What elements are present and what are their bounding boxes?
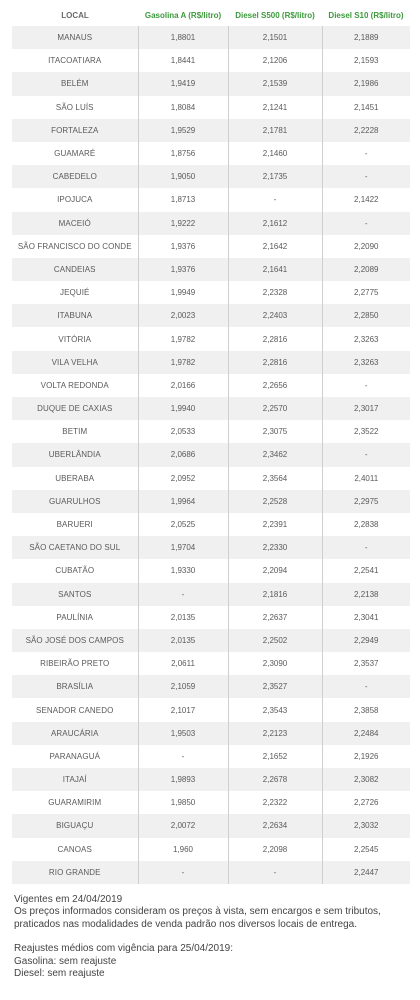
diesel-s10-cell: 2,1593 [322,49,410,72]
table-row [12,629,410,652]
gasolina-a-cell: 1,8801 [138,26,228,49]
diesel-s500-cell: 2,2816 [228,351,322,374]
diesel-s10-cell: 2,2949 [322,629,410,652]
gasolina-a-cell: 1,9330 [138,559,228,582]
table-row [12,281,410,304]
gasolina-a-cell: 1,9782 [138,351,228,374]
pricing-disclaimer: Os preços informados consideram os preços à vista, sem encargos e sem tributos, praticados nas modalidades de venda padrão nos diversos locais de entrega. [14,906,381,930]
diesel-s10-cell: 2,1451 [322,96,410,119]
diesel-s10-cell: 2,1986 [322,72,410,95]
diesel-s10-cell: 2,2545 [322,838,410,861]
diesel-s500-cell: 2,1641 [228,258,322,281]
diesel-s500-cell: 2,2403 [228,304,322,327]
table-row [12,559,410,582]
table-row [12,467,410,490]
table-row [12,351,410,374]
location-cell: IPOJUCA [12,188,138,211]
table-row [12,443,410,466]
table-row [12,652,410,675]
location-cell: ARAUCÁRIA [12,722,138,745]
diesel-adjustment: Diesel: sem reajuste [14,968,105,980]
gasolina-a-cell: 2,0023 [138,304,228,327]
diesel-s500-cell: 2,2570 [228,397,322,420]
table-row [12,374,410,397]
diesel-s500-cell: 2,2328 [228,281,322,304]
table-row [12,490,410,513]
gasolina-a-cell: 1,8756 [138,142,228,165]
diesel-s500-cell: 2,2678 [228,768,322,791]
diesel-s10-cell: - [322,675,410,698]
table-row [12,119,410,142]
location-cell: CANDEIAS [12,258,138,281]
diesel-s10-cell: 2,2447 [322,861,410,884]
table-row [12,698,410,721]
diesel-s500-cell: 2,1539 [228,72,322,95]
diesel-s10-cell: 2,1889 [322,26,410,49]
gasolina-a-cell: 1,9503 [138,722,228,745]
diesel-s500-cell: 2,1612 [228,212,322,235]
header-diesel-s10: Diesel S10 (R$/litro) [328,11,404,20]
diesel-s500-cell: 2,1642 [228,235,322,258]
diesel-s500-cell: 2,2123 [228,722,322,745]
diesel-s500-cell: 2,3543 [228,698,322,721]
diesel-s10-cell: - [322,142,410,165]
location-cell: PARANAGUÁ [12,745,138,768]
location-cell: SÃO LUÍS [12,96,138,119]
gasoline-adjustment: Gasolina: sem reajuste [14,955,117,967]
gasolina-a-cell: 1,9050 [138,165,228,188]
table-row [12,745,410,768]
diesel-s10-cell: 2,3041 [322,606,410,629]
gasolina-a-cell: 2,0135 [138,606,228,629]
location-cell: CUBATÃO [12,559,138,582]
diesel-s500-cell: 2,2528 [228,490,322,513]
diesel-s10-cell: 2,3263 [322,351,410,374]
table-row [12,791,410,814]
table-row [12,165,410,188]
gasolina-a-cell: - [138,745,228,768]
validity-date-note: Vigentes em 24/04/2019 [14,893,123,905]
gasolina-a-cell: 2,0686 [138,443,228,466]
diesel-s10-cell: 2,2850 [322,304,410,327]
table-row [12,142,410,165]
gasolina-a-cell: 1,9704 [138,536,228,559]
diesel-s10-cell: 2,1926 [322,745,410,768]
adjustment-heading: Reajustes médios com vigência para 25/04/2019: [14,943,234,955]
diesel-s500-cell: - [228,188,322,211]
location-cell: SENADOR CANEDO [12,698,138,721]
location-cell: GUARULHOS [12,490,138,513]
table-row [12,536,410,559]
table-header-row [12,5,410,26]
table-row [12,304,410,327]
location-cell: VOLTA REDONDA [12,374,138,397]
gasolina-a-cell: - [138,861,228,884]
location-cell: GUAMARÉ [12,142,138,165]
diesel-s500-cell: 2,2634 [228,814,322,837]
gasolina-a-cell: 1,9376 [138,235,228,258]
diesel-s10-cell: - [322,443,410,466]
diesel-s500-cell: 2,2330 [228,536,322,559]
table-row [12,235,410,258]
location-cell: DUQUE DE CAXIAS [12,397,138,420]
gasolina-a-cell: 2,1017 [138,698,228,721]
notes-section [12,894,410,981]
location-cell: MANAUS [12,26,138,49]
table-row [12,838,410,861]
diesel-s10-cell: 2,2228 [322,119,410,142]
diesel-s10-cell: - [322,374,410,397]
location-cell: UBERABA [12,467,138,490]
location-cell: BETIM [12,420,138,443]
diesel-s10-cell: 2,2775 [322,281,410,304]
table-row [12,675,410,698]
diesel-s10-cell: - [322,165,410,188]
diesel-s10-cell: 2,3017 [322,397,410,420]
table-row [12,327,410,350]
location-cell: BARUERI [12,513,138,536]
table-row [12,513,410,536]
header-local: LOCAL [61,11,89,20]
location-cell: VILA VELHA [12,351,138,374]
gasolina-a-cell: 2,0952 [138,467,228,490]
diesel-s10-cell: 2,2975 [322,490,410,513]
table-row [12,606,410,629]
gasolina-a-cell: 1,9376 [138,258,228,281]
location-cell: RIO GRANDE [12,861,138,884]
diesel-s500-cell: 2,2322 [228,791,322,814]
diesel-s500-cell: 2,1501 [228,26,322,49]
diesel-s10-cell: 2,3522 [322,420,410,443]
gasolina-a-cell: 1,9419 [138,72,228,95]
location-cell: RIBEIRÃO PRETO [12,652,138,675]
table-row [12,26,410,49]
diesel-s10-cell: - [322,536,410,559]
diesel-s10-cell: 2,2838 [322,513,410,536]
location-cell: SANTOS [12,583,138,606]
location-cell: JEQUIÉ [12,281,138,304]
table-row [12,188,410,211]
diesel-s500-cell: 2,1460 [228,142,322,165]
location-cell: SÃO FRANCISCO DO CONDE [12,235,138,258]
diesel-s500-cell: 2,1206 [228,49,322,72]
location-cell: PAULÍNIA [12,606,138,629]
location-cell: CABEDELO [12,165,138,188]
diesel-s10-cell: 2,2726 [322,791,410,814]
diesel-s500-cell: 2,1816 [228,583,322,606]
gasolina-a-cell: 1,8713 [138,188,228,211]
table-row [12,814,410,837]
gasolina-a-cell: 1,9949 [138,281,228,304]
gasolina-a-cell: 2,0525 [138,513,228,536]
location-cell: CANOAS [12,838,138,861]
table-row [12,722,410,745]
table-row [12,96,410,119]
gasolina-a-cell: 1,9222 [138,212,228,235]
location-cell: SÃO JOSÉ DOS CAMPOS [12,629,138,652]
location-cell: MACEIÓ [12,212,138,235]
table-row [12,49,410,72]
diesel-s500-cell: 2,3090 [228,652,322,675]
gasolina-a-cell: 1,8441 [138,49,228,72]
table-row [12,212,410,235]
header-gasolina-a: Gasolina A (R$/litro) [144,11,222,20]
table-body [12,26,410,884]
gasolina-a-cell: 1,8084 [138,96,228,119]
gasolina-a-cell: 1,9850 [138,791,228,814]
diesel-s500-cell: 2,3462 [228,443,322,466]
diesel-s10-cell: 2,3263 [322,327,410,350]
diesel-s10-cell: 2,2138 [322,583,410,606]
diesel-s10-cell: 2,3858 [322,698,410,721]
location-cell: VITÓRIA [12,327,138,350]
location-cell: GUARAMIRIM [12,791,138,814]
diesel-s500-cell: - [228,861,322,884]
gasolina-a-cell: 1,960 [138,838,228,861]
diesel-s10-cell: 2,2484 [322,722,410,745]
diesel-s10-cell: 2,3537 [322,652,410,675]
table-row [12,583,410,606]
location-cell: ITAJAÍ [12,768,138,791]
gasolina-a-cell: 2,0166 [138,374,228,397]
location-cell: ITABUNA [12,304,138,327]
diesel-s10-cell: 2,4011 [322,467,410,490]
gasolina-a-cell: 2,0135 [138,629,228,652]
location-cell: BELÉM [12,72,138,95]
gasolina-a-cell: 1,9964 [138,490,228,513]
diesel-s500-cell: 2,2502 [228,629,322,652]
diesel-s10-cell: 2,3032 [322,814,410,837]
diesel-s10-cell: 2,3082 [322,768,410,791]
fuel-price-table [12,5,410,884]
diesel-s500-cell: 2,1652 [228,745,322,768]
gasolina-a-cell: 2,1059 [138,675,228,698]
gasolina-a-cell: 1,9893 [138,768,228,791]
diesel-s500-cell: 2,1735 [228,165,322,188]
location-cell: BRASÍLIA [12,675,138,698]
location-cell: FORTALEZA [12,119,138,142]
diesel-s500-cell: 2,2637 [228,606,322,629]
header-diesel-s500: Diesel S500 (R$/litro) [235,11,315,20]
diesel-s500-cell: 2,2656 [228,374,322,397]
diesel-s10-cell: 2,2090 [322,235,410,258]
gasolina-a-cell: 2,0611 [138,652,228,675]
diesel-s500-cell: 2,1781 [228,119,322,142]
gasolina-a-cell: 2,0072 [138,814,228,837]
diesel-s500-cell: 2,2816 [228,327,322,350]
diesel-s500-cell: 2,2094 [228,559,322,582]
diesel-s500-cell: 2,3075 [228,420,322,443]
location-cell: UBERLÂNDIA [12,443,138,466]
diesel-s500-cell: 2,1241 [228,96,322,119]
table-row [12,397,410,420]
table-row [12,258,410,281]
gasolina-a-cell: 2,0533 [138,420,228,443]
gasolina-a-cell: 1,9782 [138,327,228,350]
location-cell: ITACOATIARA [12,49,138,72]
table-row [12,861,410,884]
location-cell: BIGUAÇU [12,814,138,837]
diesel-s500-cell: 2,2098 [228,838,322,861]
diesel-s500-cell: 2,2391 [228,513,322,536]
table-row [12,420,410,443]
location-cell: SÃO CAETANO DO SUL [12,536,138,559]
gasolina-a-cell: 1,9940 [138,397,228,420]
table-row [12,768,410,791]
diesel-s500-cell: 2,3564 [228,467,322,490]
diesel-s10-cell: - [322,212,410,235]
diesel-s10-cell: 2,1422 [322,188,410,211]
gasolina-a-cell: 1,9529 [138,119,228,142]
diesel-s10-cell: 2,2541 [322,559,410,582]
diesel-s10-cell: 2,2089 [322,258,410,281]
table-row [12,72,410,95]
gasolina-a-cell: - [138,583,228,606]
diesel-s500-cell: 2,3527 [228,675,322,698]
